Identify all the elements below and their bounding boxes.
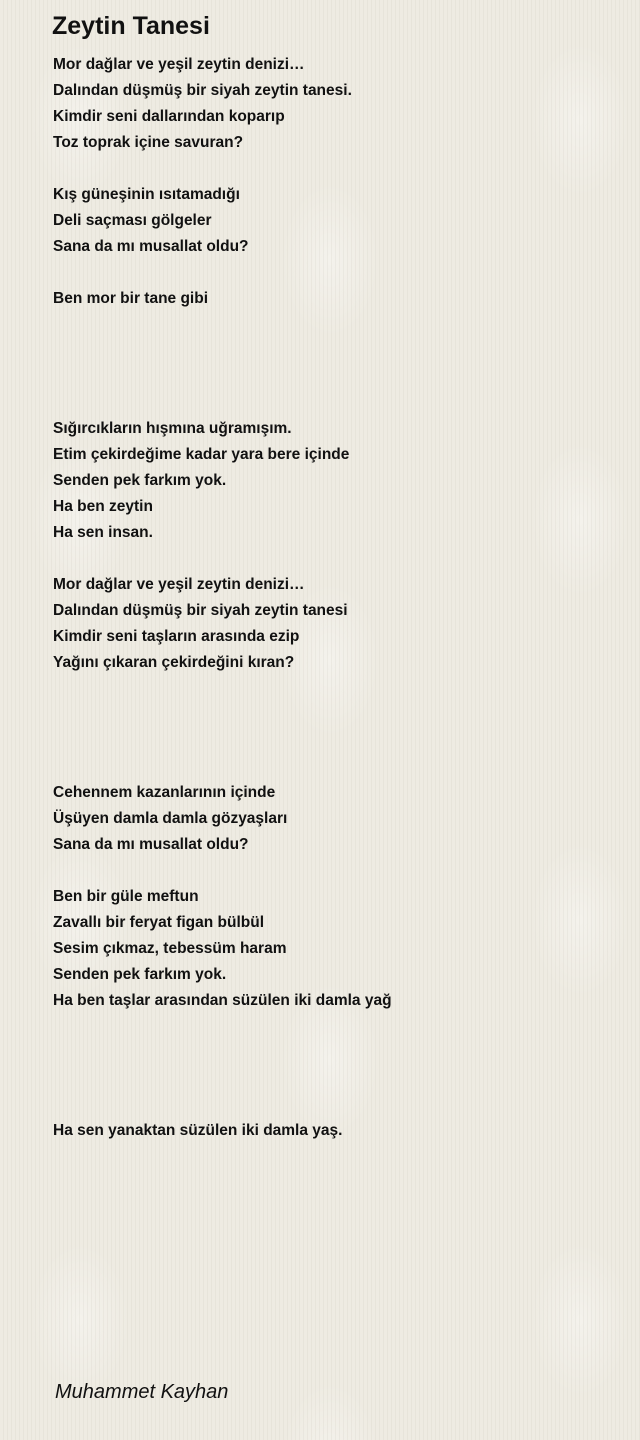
poem-line: Üşüyen damla damla gözyaşları	[53, 810, 288, 827]
stanza	[53, 182, 613, 260]
poem-title: Zeytin Tanesi	[52, 12, 210, 40]
poem-line: Mor dağlar ve yeşil zeytin denizi…	[53, 56, 305, 73]
stanza	[53, 572, 613, 676]
poem-line: Ha sen yanaktan süzülen iki damla yaş.	[53, 1122, 343, 1139]
poem-line: Sana da mı musallat oldu?	[53, 836, 249, 853]
poem-line: Sana da mı musallat oldu?	[53, 238, 249, 255]
stanza	[53, 416, 613, 546]
poem-line: Yağını çıkaran çekirdeğini kıran?	[53, 654, 295, 671]
poem-line: Toz toprak içine savuran?	[53, 134, 244, 151]
poem-line: Ha ben zeytin	[53, 498, 153, 515]
stanza	[53, 780, 613, 858]
poem-line: Ha ben taşlar arasından süzülen iki damla yağ	[53, 992, 392, 1009]
stanza	[53, 52, 613, 156]
poem-line: Mor dağlar ve yeşil zeytin denizi…	[53, 576, 305, 593]
poem-line: Dalından düşmüş bir siyah zeytin tanesi.	[53, 82, 352, 99]
poem-line: Sesim çıkmaz, tebessüm haram	[53, 940, 287, 957]
poem-body	[53, 52, 613, 1144]
poem-author: Muhammet Kayhan	[55, 1381, 229, 1403]
stanza-gap	[53, 312, 613, 416]
poem-line: Sığırcıkların hışmına uğramışım.	[53, 420, 292, 437]
poem-line: Kış güneşinin ısıtamadığı	[53, 186, 240, 203]
stanza-gap	[53, 676, 613, 780]
poem-line: Ha sen insan.	[53, 524, 153, 541]
stanza-gap	[53, 858, 613, 884]
stanza-gap	[53, 156, 613, 182]
stanza	[53, 286, 613, 312]
poem-line: Cehennem kazanlarının içinde	[53, 784, 276, 801]
poem-line: Dalından düşmüş bir siyah zeytin tanesi	[53, 602, 348, 619]
poem-line: Etim çekirdeğime kadar yara bere içinde	[53, 446, 350, 463]
stanza-gap	[53, 546, 613, 572]
poem-line: Senden pek farkım yok.	[53, 966, 227, 983]
poem-line: Kimdir seni dallarından koparıp	[53, 108, 285, 125]
stanza-gap	[53, 260, 613, 286]
stanza-gap	[53, 1014, 613, 1118]
stanza	[53, 884, 613, 1014]
poem-line: Ben bir güle meftun	[53, 888, 199, 905]
poem-line: Zavallı bir feryat figan bülbül	[53, 914, 265, 931]
poem-line: Ben mor bir tane gibi	[53, 290, 209, 307]
poem-line: Senden pek farkım yok.	[53, 472, 227, 489]
poem-line: Kimdir seni taşların arasında ezip	[53, 628, 300, 645]
poem-line: Deli saçması gölgeler	[53, 212, 212, 229]
stanza	[53, 1118, 613, 1144]
